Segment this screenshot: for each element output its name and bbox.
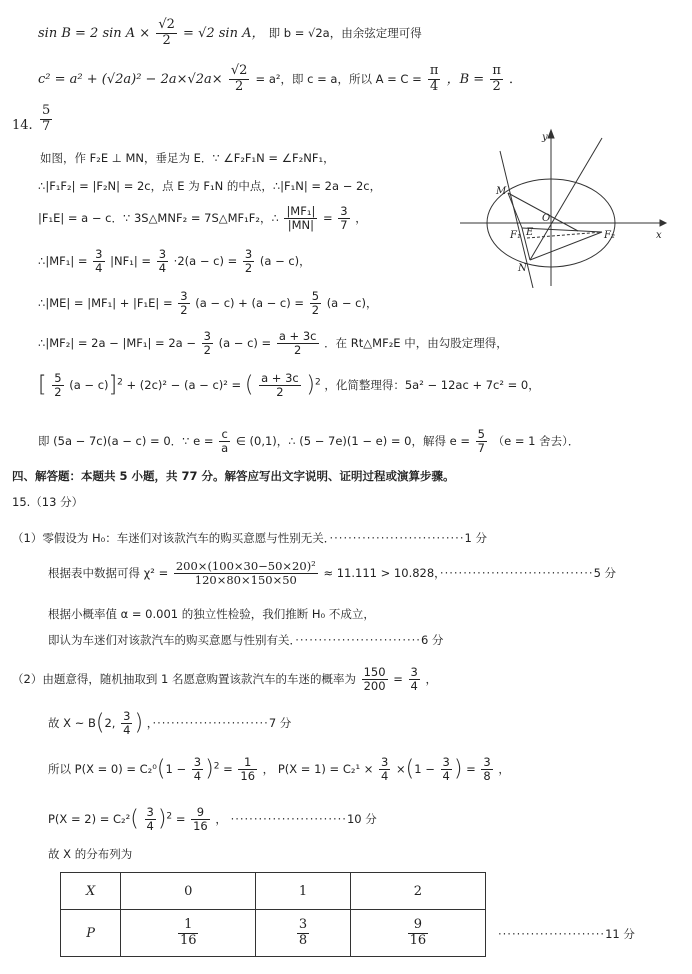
line-N-slanted — [530, 138, 602, 260]
q14-line-3: 如图，作 F₂E ⊥ MN，垂足为 E．∵ ∠F₂F₁N = ∠F₂NF₁， — [40, 151, 335, 165]
table-cell: X — [61, 873, 121, 910]
q14-line-4: ∴|F₁F₂| = |F₂N| = 2c，点 E 为 F₁N 的中点，∴|F₁N| = 2a − 2c， — [38, 179, 382, 193]
label-x: x — [656, 230, 662, 241]
fraction: $\frac{\text{|MF₁|}}{|MN|}$ — [286, 204, 316, 233]
y-axis-arrow — [548, 130, 554, 138]
segment-NF2 — [530, 232, 602, 260]
table-cell: 1 — [256, 873, 351, 910]
ellipse-figure — [460, 128, 670, 288]
q14-line-5: |F₁E| = a − c．∵ 3S△MNF₂ = 7S△MF₁F₂，∴ $\frac{\text{|MF₁|}}{|MN|}$ = $\frac{3}{7}$ ， — [38, 204, 367, 233]
label-F1: F₁ — [510, 230, 521, 241]
question-14-number: 14. — [12, 118, 33, 133]
p15-line-4: 即认为车迷们对该款汽车的购买意愿与性别有关．···························6 分 — [48, 633, 444, 647]
table-row — [61, 910, 486, 957]
distribution-table — [60, 872, 486, 957]
segment-MF2 — [508, 193, 578, 231]
p15-line-8: P(X = 2) = C₂²( $\frac{3}{4}$ )$^2$ = $\frac{9}{16}$ ， ·························10 分 — [48, 805, 377, 834]
fraction: $\frac{3}{7}$ — [340, 204, 348, 233]
label-O: O — [542, 213, 551, 224]
p15-line-7: 所以 P(X = 0) = C₂⁰(1 − $\frac{3}{4}$ )$^2$ = $\frac{1}{16}$ ， P(X = 1) = C₂¹ × $\frac{3}{4}$ ×(1 − $\frac{3}{4}$ ) = $\frac{3}{8}$ ， — [48, 755, 510, 784]
q14-line-6: ∴|MF₁| = $\frac{3}{4}$ |NF₁| = $\frac{3}{4}$ ·2(a − c) = $\frac{3}{2}$ (a − c)， — [38, 247, 311, 276]
table-cell: 2 — [350, 873, 485, 910]
segment-EF2 — [527, 232, 602, 238]
table-cell: $\frac{1}{16}$ — [121, 910, 256, 957]
label-E: E — [526, 227, 534, 238]
segment-F1F2 — [522, 228, 602, 232]
table-cell: 0 — [121, 873, 256, 910]
fraction: $\frac{\pi}{2}$ — [492, 63, 501, 94]
table-score: ·······················11 分 — [498, 927, 635, 941]
table-cell: $\frac{9}{16}$ — [350, 910, 485, 957]
x-axis-arrow — [660, 220, 666, 226]
question-15-heading: 15.（13 分） — [12, 495, 84, 509]
label-y: y — [542, 132, 548, 143]
table-cell: P — [61, 910, 121, 957]
table-cell: $\frac{3}{8}$ — [256, 910, 351, 957]
label-F2: F₂ — [604, 230, 615, 241]
question-14-answer: $\frac{5}{7}$ — [42, 103, 51, 134]
section-4-heading: 四、解答题：本题共 5 小题，共 77 分。解答应写出文字说明、证明过程或演算步骤。 — [12, 469, 455, 483]
q14-line-7: ∴|ME| = |MF₁| + |F₁E| = $\frac{3}{2}$ (a − c) + (a − c) = $\frac{5}{2}$ (a − c)， — [38, 289, 378, 318]
fraction: $\frac{√2}{2}$ — [158, 17, 175, 48]
eq-line-2: c² = a² + (√2a)² − 2a×√2a× $\frac{√2}{2}$ = a²，即 c = a，所以 A = C = $\frac{\pi}{4}$ ，B = $\frac{\pi}{2}$ ． — [38, 63, 523, 94]
q14-line-10: 即 (5a − 7c)(a − c) = 0．∵ e = $\frac{c}{a}$ ∈ (0,1)，∴ (5 − 7e)(1 − e) = 0，解得 e = $\frac{5}{7}$ （e = 1 舍去）． — [38, 427, 580, 456]
p15-line-2: 根据表中数据可得 χ² = $\frac{\text{200×(100×30−50×20)²}}{120\times 80\times 150\times 50}$ ≈ 11.111 > 10.828，·································5 分 — [48, 559, 617, 588]
p15-line-5: （2）由题意得，随机抽取到 1 名愿意购置该款汽车的车迷的概率为 $\frac{150}{200}$ = $\frac{3}{4}$ ， — [12, 665, 437, 694]
table-header-row — [61, 873, 486, 910]
eq-line-1: sin B = 2 sin A × $\frac{√2}{2}$ = √2 sin A， 即 b = √2a，由余弦定理可得 — [38, 17, 422, 48]
p15-line-9: 故 X 的分布列为 — [48, 847, 133, 861]
label-M: M — [496, 186, 507, 197]
fraction: $\frac{√2}{2}$ — [230, 63, 248, 94]
p15-line-3: 根据小概率值 α = 0.001 的独立性检验，我们推断 H₀ 不成立， — [48, 607, 375, 621]
line-MN — [500, 151, 533, 288]
p15-line-1: （1）零假设为 H₀：车迷们对该款汽车的购买意愿与性别无关．·····························1 分 — [12, 531, 487, 545]
p15-line-6: 故 X ~ B(2, $\frac{3}{4}$ ) ，·························7 分 — [48, 709, 292, 738]
label-N: N — [518, 263, 527, 274]
q14-line-8: ∴|MF₂| = 2a − |MF₁| = 2a − $\frac{3}{2}$ (a − c) = $\frac{a + 3c}{2}$ ．在 Rt△MF₂E 中，由勾股定理得， — [38, 329, 508, 358]
q14-line-9: [ $\frac{5}{2}$ (a − c)]$^2$ + (2c)² − (a − c)² = ( $\frac{a + 3c}{2}$ )$^2$ ，化简整理得：5a² − 12ac + 7c² = 0， — [38, 371, 540, 400]
fraction: $\frac{\pi}{4}$ — [429, 63, 439, 94]
